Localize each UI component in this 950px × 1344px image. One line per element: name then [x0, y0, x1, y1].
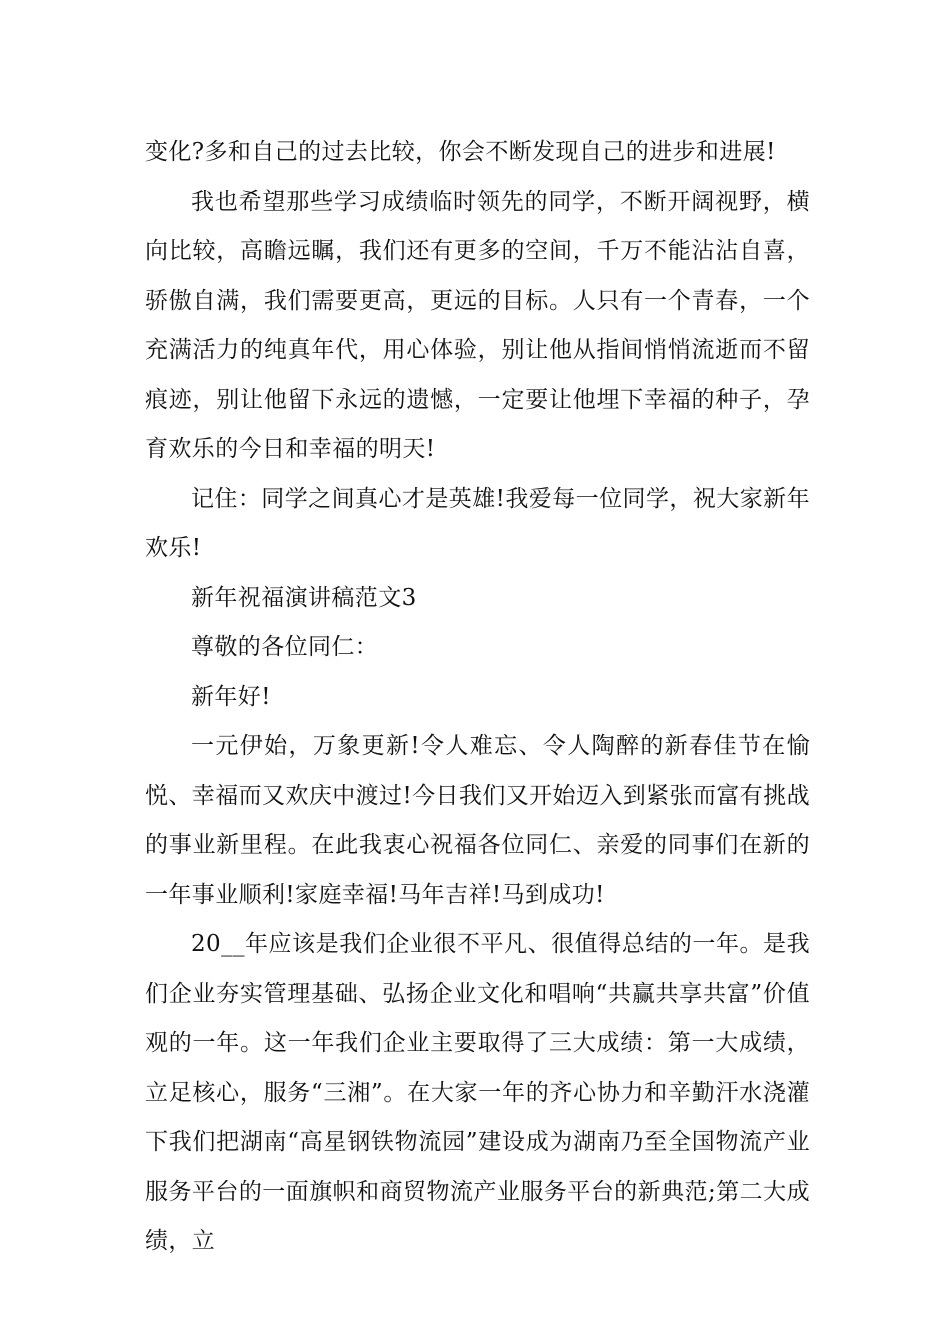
section-heading: 新年祝福演讲稿范文3 [191, 584, 417, 611]
paragraph-3: 记住：同学之间真心才是英雄!我爱每一位同学，祝大家新年欢乐! [145, 485, 810, 561]
salutation: 尊敬的各位同仁： [191, 634, 379, 660]
paragraph-2: 我也希望那些学习成绩临时领先的同学，不断开阔视野，横向比较，高瞻远瞩，我们还有更多的空间，千万不能沾沾自喜，骄傲自满，我们需要更高，更远的目标。人只有一个青春，一个充满活力的纯真年代，用心体验，别让他从指间悄悄流逝而不留痕迹，别让他留下永远的遗憾，一定要让他埋下幸福的种子，孕育欢乐的今日和幸福的明天! [145, 188, 810, 462]
greeting: 新年好! [191, 683, 271, 710]
paragraph-7: 一元伊始，万象更新!令人难忘、令人陶醉的新春佳节在愉悦、幸福而又欢庆中渡过!今日我们又开始迈入到紧张而富有挑战的事业新里程。在此我衷心祝福各位同仁、亲爱的同事们在新的一年事业顺利!家庭幸福!马年吉祥!马到成功! [145, 733, 810, 908]
paragraph-8: 20__年应该是我们企业很不平凡、很值得总结的一年。是我们企业夯实管理基础、弘扬企业文化和唱响“共赢共享共富”价值观的一年。这一年我们企业主要取得了三大成绩：第一大成绩，立足核心，服务“三湘”。在大家一年的齐心协力和辛勤汗水浇灌下我们把湖南“高星钢铁物流园”建设成为湖南乃至全国物流产业服务平台的一面旗帜和商贸物流产业服务平台的新典范;第二大成绩，立 [145, 931, 810, 1254]
document-body [145, 128, 810, 1267]
paragraph-1: 变化?多和自己的过去比较，你会不断发现自己的进步和进展! [145, 139, 776, 165]
